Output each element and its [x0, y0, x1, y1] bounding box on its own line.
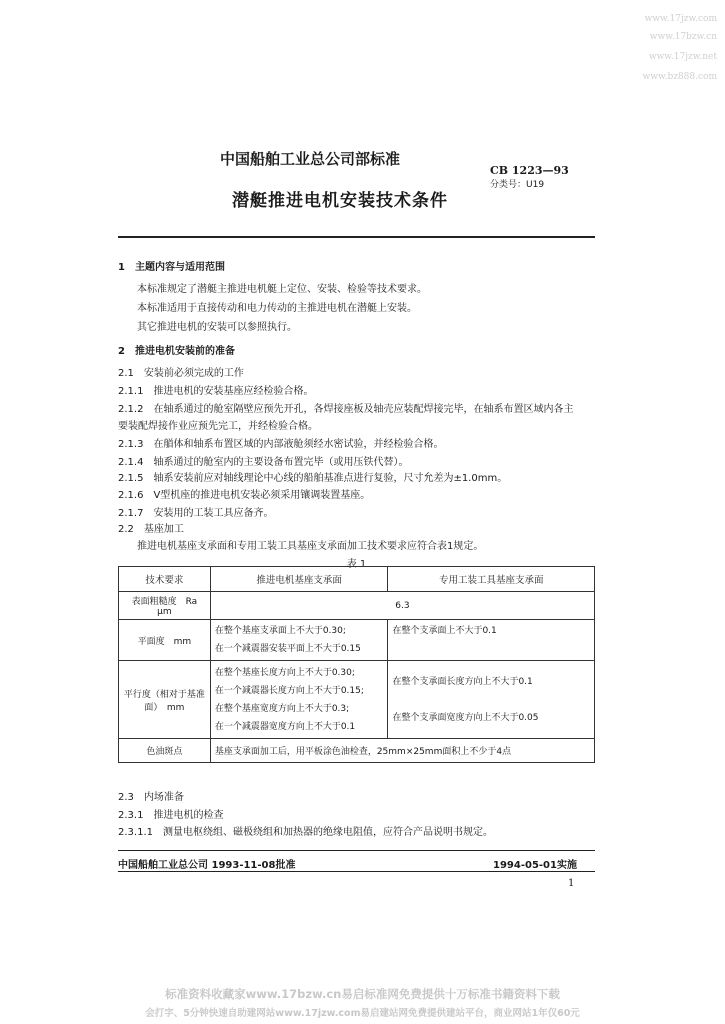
bottom-banner-line: 会打字、5分钟快速自助建网站www.17jzw.com易启建站网免费提供建站平台，商业网站1年仅60元	[145, 1008, 580, 1019]
footer-divider	[118, 871, 595, 872]
section-2-heading: 2 推进电机安装前的准备	[118, 346, 235, 357]
requirement-cell: 表面粗糙度 Ra μm	[119, 592, 211, 620]
table-caption: 表 1	[346, 559, 367, 570]
watermark-line: www.17bzw.cn	[649, 32, 717, 42]
table-header-row	[119, 567, 595, 592]
clause: 2.1 安装前必须完成的工作	[118, 368, 244, 379]
value-cell: 基座支承面加工后，用平板涂色油检查，25mm×25mm面积上不少于4点	[210, 739, 594, 763]
effective-date: 1994-05-01实施	[493, 860, 577, 871]
tolerance-line: 在整个支承面宽度方向上不大于0.05	[392, 712, 539, 723]
tolerance-line: 在整个基座支承面上不大于0.30;	[214, 626, 346, 636]
column-header: 技术要求	[119, 567, 211, 592]
standard-code: CB 1223—93	[490, 164, 569, 177]
motor-cell	[210, 620, 388, 661]
clause: 2.1.3 在艏体和轴系布置区域的内部液舱须经水密试验，并经检验合格。	[118, 439, 444, 450]
tolerance-line: 在整个基座长度方向上不大于0.30;	[214, 667, 355, 678]
paragraph: 本标准适用于直接传动和电力传动的主推进电机在潜艇上安装。	[137, 303, 417, 314]
paragraph: 本标准规定了潜艇主推进电机艇上定位、安装、检验等技术要求。	[137, 284, 427, 295]
tolerance-line: 在一个减震器长度方向上不大于0.15;	[214, 685, 364, 696]
table-row	[119, 661, 595, 739]
clause: 2.3 内场准备	[118, 792, 184, 803]
footer-divider	[118, 850, 595, 851]
column-header: 推进电机基座支承面	[210, 567, 388, 592]
watermark-line: www.bz888.com	[642, 72, 717, 82]
requirement-cell: 色油斑点	[119, 739, 211, 763]
column-header: 专用工装工具基座支承面	[388, 567, 595, 592]
issuing-organization: 中国船舶工业总公司部标准	[220, 150, 401, 168]
clause: 2.1.7 安装用的工装工具应备齐。	[118, 508, 274, 519]
page-number: 1	[568, 878, 575, 889]
tool-cell	[388, 661, 595, 739]
clause: 2.2 基座加工	[118, 524, 184, 535]
paragraph: 推进电机基座支承面和专用工装工具基座支承面加工技术要求应符合表1规定。	[137, 541, 484, 552]
clause: 2.1.5 轴系安装前应对轴线理论中心线的船舶基准点进行复验，尺寸允差为±1.0mm。	[118, 473, 508, 484]
watermark-line: www.17jzw.net	[648, 52, 717, 62]
clause: 2.1.1 推进电机的安装基座应经检验合格。	[118, 386, 314, 397]
value-cell: 6.3	[210, 592, 594, 620]
clause: 2.3.1.1 测量电枢绕组、磁极绕组和加热器的绝缘电阻值，应符合产品说明书规定。	[118, 827, 493, 838]
clause: 2.1.4 轴系通过的舱室内的主要设备布置完毕（或用压铁代替）。	[118, 457, 409, 468]
clause: 2.1.2 在轴系通过的舱室隔壁应预先开孔，各焊接座板及轴壳应装配焊接完毕，在轴系布置区域内各主	[118, 404, 574, 415]
requirements-table	[118, 566, 595, 763]
tool-cell	[388, 620, 595, 661]
table-row	[119, 620, 595, 661]
table-row	[119, 592, 595, 620]
classification-number: 分类号：U19	[490, 180, 545, 190]
table-row	[119, 739, 595, 763]
clause: 2.1.6 V型机座的推进电机安装必须采用镶调装置基座。	[118, 490, 371, 501]
header-divider	[118, 236, 595, 238]
document-title: 潜艇推进电机安装技术条件	[232, 191, 448, 211]
requirement-cell: 平行度（相对于基准面） mm	[119, 661, 211, 739]
tolerance-line: 在整个支承面长度方向上不大于0.1	[392, 676, 533, 687]
tolerance-line: 在一个减震器安装平面上不大于0.15	[214, 644, 361, 654]
watermark-line: www.17jzw.com	[644, 14, 717, 24]
section-1-heading: 1 主题内容与适用范围	[118, 262, 225, 273]
motor-cell	[210, 661, 388, 739]
paragraph: 其它推进电机的安装可以参照执行。	[137, 322, 297, 333]
clause: 2.3.1 推进电机的检查	[118, 810, 224, 821]
approval-info: 中国船舶工业总公司 1993-11-08批准	[118, 860, 296, 871]
clause-continuation: 要装配焊接作业应预先完工，并经检验合格。	[118, 421, 318, 432]
tolerance-line: 在一个减震器宽度方向上不大于0.1	[214, 721, 356, 732]
tolerance-line: 在整个基座宽度方向上不大于0.3;	[214, 703, 350, 714]
bottom-banner-line: 标准资料收藏家www.17bzw.cn易启标准网免费提供十万标准书籍资料下载	[165, 987, 560, 1001]
requirement-cell: 平面度 mm	[119, 620, 211, 661]
tolerance-line: 在整个支承面上不大于0.1	[392, 626, 497, 636]
